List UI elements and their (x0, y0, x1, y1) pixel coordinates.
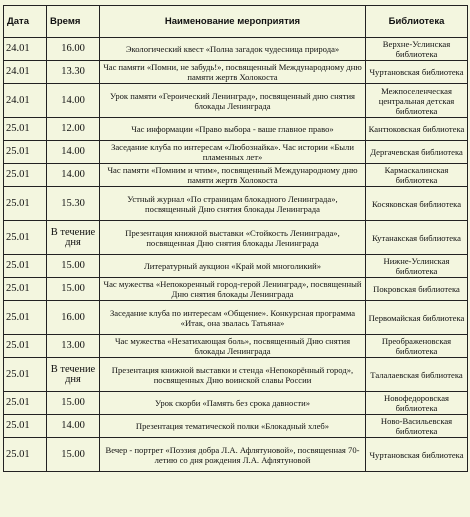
cell-date: 25.01 (4, 278, 47, 301)
events-schedule-document (3, 5, 467, 472)
cell-library: Новофедоровская библиотека (366, 392, 468, 415)
table-row (4, 335, 468, 358)
table-row (4, 438, 468, 472)
cell-time: 13.30 (47, 61, 100, 84)
table-header-row (4, 6, 468, 38)
cell-date: 25.01 (4, 335, 47, 358)
cell-event: Урок памяти «Героический Ленинград», посвященный дню снятия блокады Ленинграда (100, 84, 366, 118)
header-time: Время (47, 6, 100, 38)
table-row (4, 164, 468, 187)
table-row (4, 84, 468, 118)
cell-date: 25.01 (4, 141, 47, 164)
header-library: Библиотека (366, 6, 468, 38)
header-date: Дата (4, 6, 47, 38)
cell-time: 14.00 (47, 164, 100, 187)
table-row (4, 118, 468, 141)
cell-time: 15.00 (47, 392, 100, 415)
cell-library: Чуртановская библиотека (366, 61, 468, 84)
cell-date: 25.01 (4, 415, 47, 438)
cell-event: Презентация книжной выставки «Стойкость Ленинграда», посвященная Дню снятия блокады Ленинграда (100, 221, 366, 255)
cell-event: Час мужества «Непокоренный город-герой Ленинград», посвященный Дню снятия блокады Ленинграда (100, 278, 366, 301)
cell-date: 24.01 (4, 84, 47, 118)
cell-time: 15.30 (47, 187, 100, 221)
cell-time: 13.00 (47, 335, 100, 358)
cell-event: Заседание клуба по интересам «Общение». Конкурсная программа «Итак, она звалась Татьяна» (100, 301, 366, 335)
cell-date: 25.01 (4, 164, 47, 187)
cell-time: 16.00 (47, 38, 100, 61)
table-row (4, 415, 468, 438)
cell-event: Час мужества «Незатихающая боль», посвященный Дню снятия блокады Ленинграда (100, 335, 366, 358)
cell-date: 25.01 (4, 255, 47, 278)
table-row (4, 358, 468, 392)
cell-time: 12.00 (47, 118, 100, 141)
cell-date: 25.01 (4, 221, 47, 255)
cell-library: Первомайская библиотека (366, 301, 468, 335)
table-row (4, 301, 468, 335)
cell-date: 25.01 (4, 438, 47, 472)
cell-library: Верхне-Услинская библиотека (366, 38, 468, 61)
cell-time: 14.00 (47, 415, 100, 438)
table-row (4, 392, 468, 415)
cell-library: Кантюковская библиотека (366, 118, 468, 141)
cell-event: Урок скорби «Память без срока давности» (100, 392, 366, 415)
cell-date: 25.01 (4, 301, 47, 335)
cell-library: Чуртановская библиотека (366, 438, 468, 472)
table-row (4, 278, 468, 301)
table-row (4, 61, 468, 84)
cell-library: Межпоселенческая центральная детская библиотека (366, 84, 468, 118)
table-row (4, 255, 468, 278)
cell-event: Час памяти «Помним и чтим», посвященный Международному дню памяти жертв Холокоста (100, 164, 366, 187)
cell-time: 15.00 (47, 255, 100, 278)
cell-library: Ново-Васильевская библиотека (366, 415, 468, 438)
cell-library: Талалаевская библиотека (366, 358, 468, 392)
table-row (4, 187, 468, 221)
table-row (4, 141, 468, 164)
cell-time: 14.00 (47, 84, 100, 118)
cell-time: В течение дня (47, 221, 100, 255)
cell-event: Час информации «Право выбора - ваше главное право» (100, 118, 366, 141)
table-row (4, 221, 468, 255)
cell-event: Вечер - портрет «Поэзия добра Л.А. Афлятуновой», посвященная 70-летию со дня рождения Л.А. Афлятуновой (100, 438, 366, 472)
cell-date: 24.01 (4, 38, 47, 61)
events-table (3, 5, 468, 472)
cell-event: Литературный аукцион «Край мой многоликий» (100, 255, 366, 278)
cell-date: 25.01 (4, 392, 47, 415)
cell-library: Косяковская библиотека (366, 187, 468, 221)
cell-event: Презентация книжной выставки и стенда «Непокорённый город», посвященных Дню воинской славы России (100, 358, 366, 392)
cell-event: Презентация тематической полки «Блокадный хлеб» (100, 415, 366, 438)
cell-date: 25.01 (4, 187, 47, 221)
cell-library: Кармаскалинская библиотека (366, 164, 468, 187)
cell-library: Покровская библиотека (366, 278, 468, 301)
cell-time: В течение дня (47, 358, 100, 392)
cell-library: Преображеновская библиотека (366, 335, 468, 358)
cell-event: Час памяти «Помни, не забудь!», посвященный Международному дню памяти жертв Холокоста (100, 61, 366, 84)
cell-time: 16.00 (47, 301, 100, 335)
cell-time: 15.00 (47, 438, 100, 472)
cell-date: 25.01 (4, 358, 47, 392)
header-event: Наименование мероприятия (100, 6, 366, 38)
cell-date: 25.01 (4, 118, 47, 141)
cell-event: Устный журнал «По страницам блокадного Ленинграда», посвященный Дню снятия блокады Ленинграда (100, 187, 366, 221)
cell-time: 14.00 (47, 141, 100, 164)
cell-library: Нижне-Услинская библиотека (366, 255, 468, 278)
cell-library: Дергачевская библиотека (366, 141, 468, 164)
cell-event: Заседание клуба по интересам «Любознайка». Час истории «Были пламенных лет» (100, 141, 366, 164)
cell-event: Экологический квест «Полна загадок чудесница природа» (100, 38, 366, 61)
cell-time: 15.00 (47, 278, 100, 301)
table-row (4, 38, 468, 61)
cell-date: 24.01 (4, 61, 47, 84)
cell-library: Кутанакская библиотека (366, 221, 468, 255)
